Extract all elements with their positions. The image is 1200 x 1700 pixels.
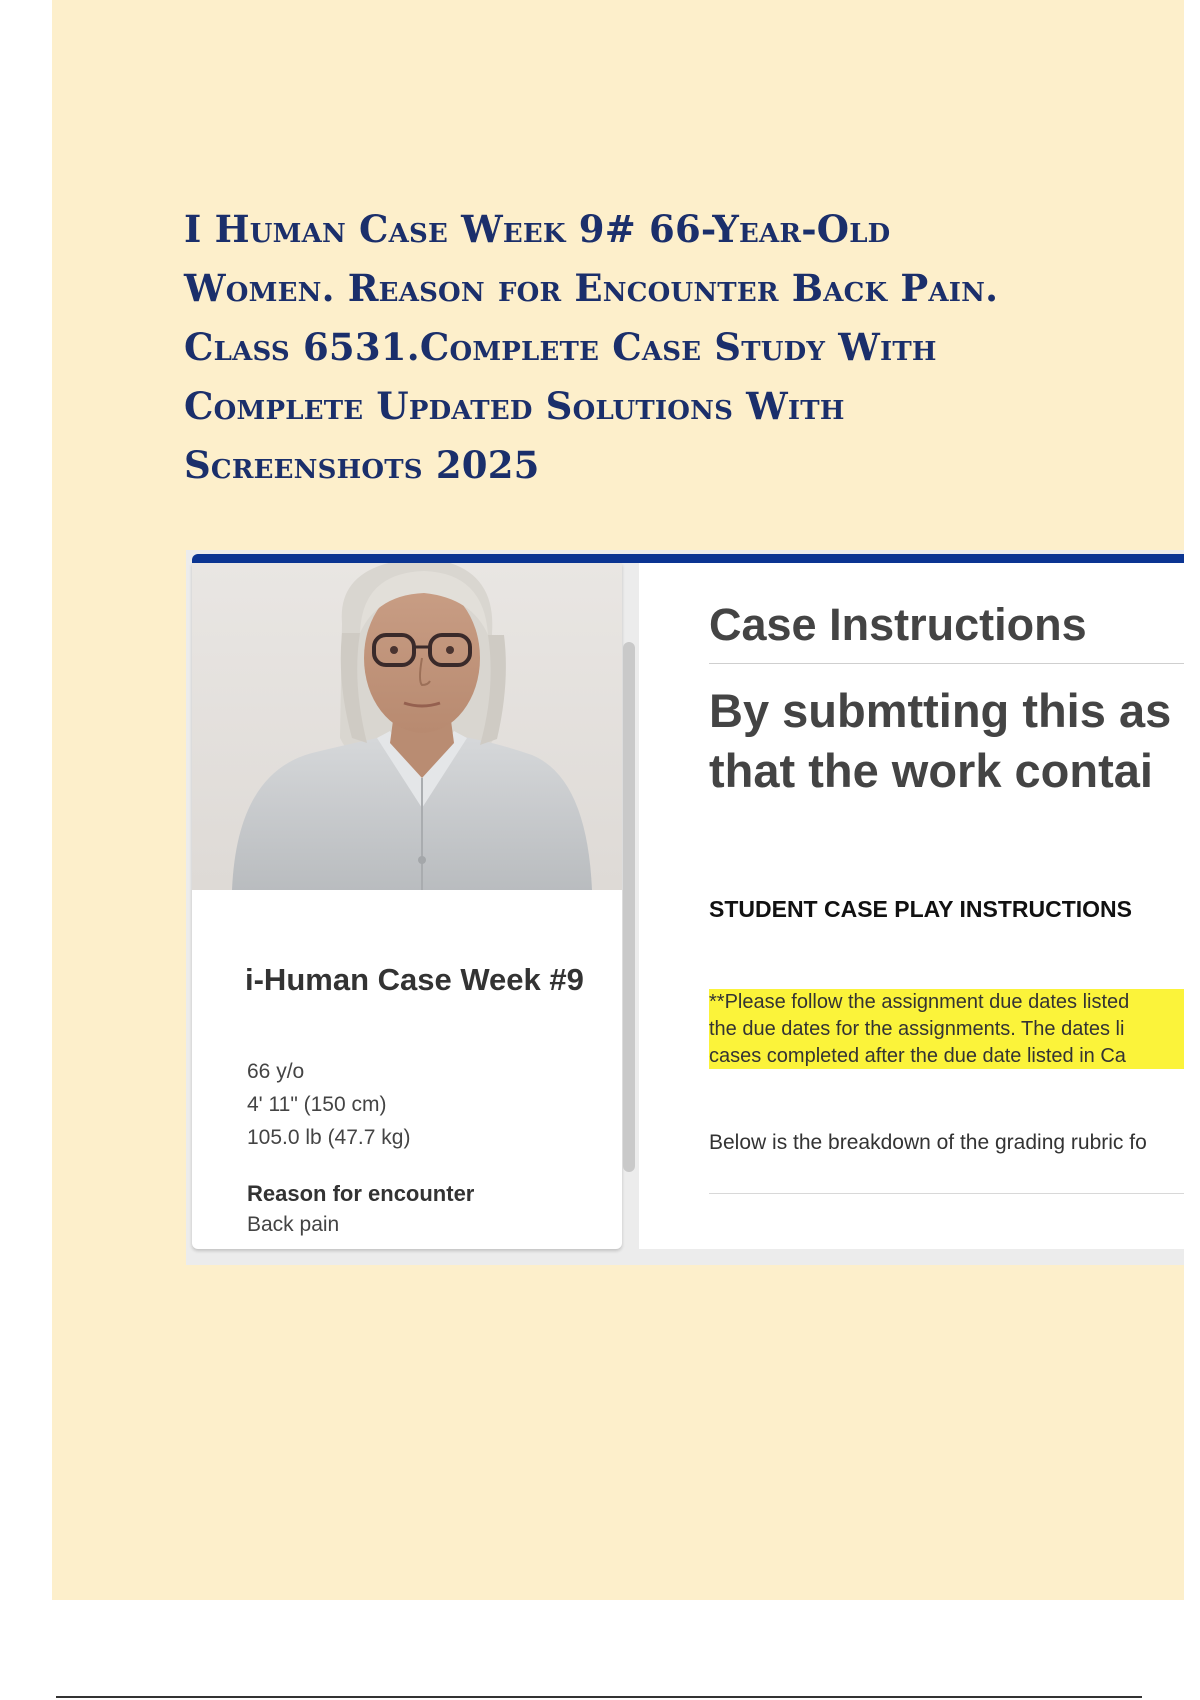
reason-label: Reason for encounter (247, 1181, 475, 1206)
top-bar (192, 554, 1184, 563)
embedded-screenshot (186, 550, 1184, 1265)
highlighted-notice (709, 989, 1184, 1069)
statement-line-1: By submtting this as (709, 684, 1172, 737)
notice-line-3: cases completed after the due date listed in Ca (709, 1045, 1126, 1067)
notice-line-1: **Please follow the assignment due dates listed (709, 991, 1130, 1013)
instructions-subheading: STUDENT CASE PLAY INSTRUCTIONS (709, 896, 1132, 922)
statement-line-2: that the work contai (709, 744, 1153, 797)
divider (709, 663, 1184, 664)
patient-avatar (192, 563, 622, 890)
patient-portrait-icon (192, 563, 622, 890)
patient-card (192, 563, 622, 1249)
document-title: I Human Case Week 9# 66-Year-Old Women. Reason for Encounter Back Pain. Class 6531.Complete Case Study With Complete Updated Solutions With Screenshots 2025 (184, 207, 999, 487)
patient-stats (247, 1055, 410, 1154)
patient-height: 4' 11" (150 cm) (247, 1093, 387, 1116)
patient-weight: 105.0 lb (47.7 kg) (247, 1126, 411, 1149)
rubric-text: Below is the breakdown of the grading rubric fo (709, 1131, 1147, 1154)
reason-value: Back pain (247, 1213, 340, 1236)
instructions-panel (639, 563, 1184, 1249)
notice-line-2: the due dates for the assignments. The dates li (709, 1018, 1125, 1040)
case-title: i-Human Case Week #9 (245, 962, 584, 997)
submission-statement (709, 681, 1171, 801)
footer-rule (56, 1696, 1142, 1698)
scrollbar[interactable] (623, 642, 635, 1172)
patient-age: 66 y/o (247, 1060, 305, 1083)
instructions-heading: Case Instructions (709, 599, 1087, 650)
divider (709, 1193, 1184, 1194)
